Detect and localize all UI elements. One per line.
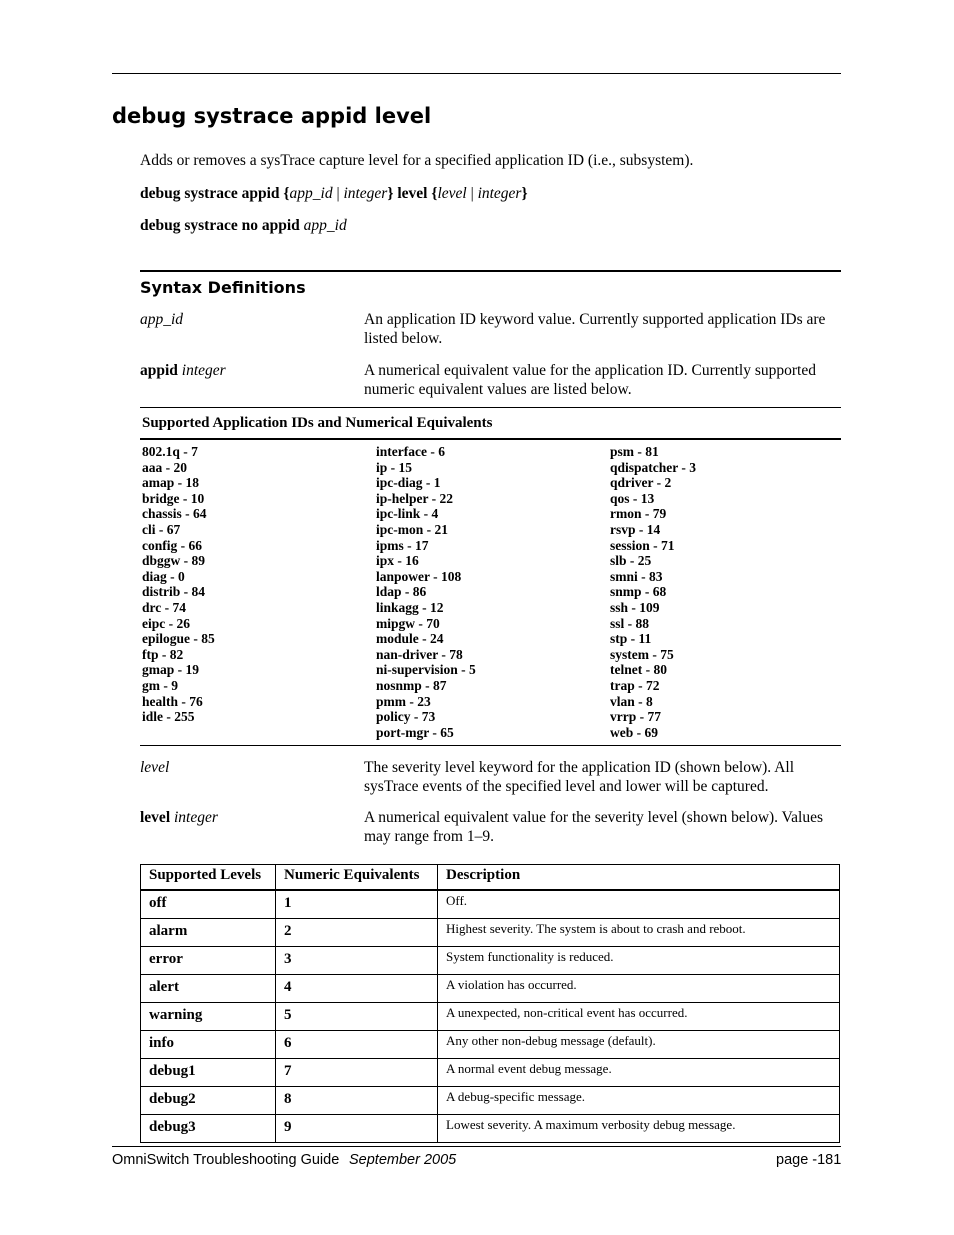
brace: }	[521, 185, 528, 202]
term-param: integer	[174, 809, 218, 826]
def-level: The severity level keyword for the application ID (shown below). All sysTrace events of the specified level and lower will be captured.	[364, 759, 795, 795]
separator: |	[332, 185, 344, 202]
app-id-entry: vlan - 8	[610, 693, 653, 709]
app-id-entry: epilogue - 85	[142, 631, 215, 647]
syntax-line-2	[140, 216, 347, 235]
app-id-entry: ldap - 86	[376, 584, 427, 600]
level-cell: off	[141, 890, 276, 919]
app-id-entry: distrib - 84	[142, 584, 206, 600]
header-rule	[112, 73, 841, 74]
app-id-entry: web - 69	[610, 724, 658, 740]
table-rule-head	[140, 438, 841, 440]
table-rule-bottom	[140, 745, 841, 746]
app-id-entry: ipms - 17	[376, 537, 429, 553]
section-rule	[140, 270, 841, 272]
app-id-entry: stp - 11	[610, 631, 652, 647]
table-row	[141, 890, 840, 919]
app-id-entry: linkagg - 12	[376, 599, 444, 615]
syntax-heading: Syntax Definitions	[140, 278, 306, 297]
app-id-entry: pmm - 23	[376, 693, 431, 709]
app-id-entry: config - 66	[142, 537, 202, 553]
description-cell: A violation has occurred.	[438, 975, 840, 1003]
syntax-line-1	[140, 184, 528, 203]
numeric-cell: 7	[276, 1059, 438, 1087]
description-cell: A unexpected, non-critical event has occurred.	[438, 1003, 840, 1031]
app-ids-column-2	[376, 444, 476, 740]
level-cell: error	[141, 947, 276, 975]
app-id-entry: module - 24	[376, 631, 444, 647]
description-cell: A normal event debug message.	[438, 1059, 840, 1087]
app-id-entry: port-mgr - 65	[376, 724, 454, 740]
app-id-entry: rsvp - 14	[610, 521, 661, 537]
def-level-integer: A numerical equivalent value for the severity level (shown below). Values may range from 1–9.	[364, 809, 823, 845]
footer-rule	[112, 1146, 841, 1147]
app-id-entry: nosnmp - 87	[376, 677, 447, 693]
numeric-cell: 5	[276, 1003, 438, 1031]
app-id-entry: rmon - 79	[610, 506, 667, 522]
syntax-param: app_id	[303, 217, 347, 234]
level-cell: alert	[141, 975, 276, 1003]
app-id-entry: chassis - 64	[142, 506, 207, 522]
app-id-entry: drc - 74	[142, 599, 186, 615]
app-id-entry: dbggw - 89	[142, 553, 206, 569]
app-id-entry: ftp - 82	[142, 646, 184, 662]
app-id-entry: ipc-mon - 21	[376, 521, 448, 537]
brace: }	[387, 185, 394, 202]
term-level-integer	[140, 808, 218, 827]
app-id-entry: ipx - 16	[376, 553, 419, 569]
app-id-entry: mipgw - 70	[376, 615, 440, 631]
numeric-cell: 3	[276, 947, 438, 975]
table-row	[141, 1059, 840, 1087]
term-level: level	[140, 759, 170, 776]
brace: {	[431, 185, 438, 202]
syntax-param: app_id	[289, 185, 333, 202]
numeric-cell: 8	[276, 1087, 438, 1115]
app-id-entry: qdispatcher - 3	[610, 459, 697, 475]
term-param: integer	[181, 362, 226, 379]
app-id-entry: session - 71	[610, 537, 675, 553]
numeric-cell: 9	[276, 1115, 438, 1143]
app-id-entry: qos - 13	[610, 490, 655, 506]
table-row	[141, 947, 840, 975]
app-id-entry: ip - 15	[376, 459, 413, 475]
term-keyword: level	[140, 809, 171, 826]
header-description: Description	[438, 865, 840, 891]
table-row	[141, 1031, 840, 1059]
app-ids-column-3	[610, 444, 696, 740]
header-supported-levels: Supported Levels	[141, 865, 276, 891]
description-cell: A debug-specific message.	[438, 1087, 840, 1115]
table-row	[141, 1087, 840, 1115]
table-row	[141, 1003, 840, 1031]
app-id-entry: aaa - 20	[142, 459, 187, 475]
description-cell: System functionality is reduced.	[438, 947, 840, 975]
syntax-param: integer	[477, 185, 522, 202]
app-id-entry: lanpower - 108	[376, 568, 462, 584]
app-id-entry: trap - 72	[610, 677, 660, 693]
app-id-entry: interface - 6	[376, 444, 445, 459]
level-cell: info	[141, 1031, 276, 1059]
page-title: debug systrace appid level	[112, 104, 432, 128]
app-id-entry: diag - 0	[142, 568, 185, 584]
description-cell: Lowest severity. A maximum verbosity debug message.	[438, 1115, 840, 1143]
footer-guide-title: OmniSwitch Troubleshooting Guide	[112, 1152, 340, 1168]
syntax-param: level	[437, 185, 467, 202]
app-id-entry: health - 76	[142, 693, 203, 709]
table-header-row	[141, 865, 840, 891]
level-cell: warning	[141, 1003, 276, 1031]
app-id-entry: system - 75	[610, 646, 674, 662]
app-id-entry: ipc-diag - 1	[376, 475, 441, 491]
numeric-cell: 1	[276, 890, 438, 919]
app-id-entry: eipc - 26	[142, 615, 190, 631]
app-id-entry: ip-helper - 22	[376, 490, 453, 506]
numeric-cell: 2	[276, 919, 438, 947]
table-rule-top	[140, 407, 841, 408]
numeric-cell: 6	[276, 1031, 438, 1059]
app-id-entry: bridge - 10	[142, 490, 205, 506]
app-id-entry: ssh - 109	[610, 599, 660, 615]
footer-date: September 2005	[349, 1152, 457, 1168]
app-id-entry: telnet - 80	[610, 662, 667, 678]
table-row	[141, 975, 840, 1003]
level-cell: debug3	[141, 1115, 276, 1143]
app-id-entry: ni-supervision - 5	[376, 662, 476, 678]
app-id-entry: nan-driver - 78	[376, 646, 463, 662]
app-id-entry: smni - 83	[610, 568, 663, 584]
term-appid-integer	[140, 361, 226, 380]
app-id-entry: slb - 25	[610, 553, 652, 569]
app-id-entry: amap - 18	[142, 475, 199, 491]
description-cell: Any other non-debug message (default).	[438, 1031, 840, 1059]
app-ids-column-1	[142, 444, 215, 725]
app-id-entry: qdriver - 2	[610, 475, 672, 491]
levels-table	[140, 864, 840, 1143]
level-cell: debug2	[141, 1087, 276, 1115]
footer-page-number: page -181	[776, 1152, 842, 1168]
app-id-entry: idle - 255	[142, 709, 195, 725]
def-app-id: An application ID keyword value. Currently supported application IDs are listed below.	[364, 311, 826, 347]
table-row	[141, 1115, 840, 1143]
syntax-keyword: level	[393, 185, 432, 202]
app-id-entry: ipc-link - 4	[376, 506, 439, 522]
term-app-id: app_id	[140, 311, 184, 328]
app-id-entry: psm - 81	[610, 444, 659, 459]
table-row	[141, 919, 840, 947]
brace: {	[283, 185, 290, 202]
syntax-param: integer	[343, 185, 388, 202]
description-cell: Off.	[438, 890, 840, 919]
app-id-entry: snmp - 68	[610, 584, 667, 600]
term-keyword: appid	[140, 362, 178, 379]
app-id-entry: cli - 67	[142, 521, 181, 537]
description: Adds or removes a sysTrace capture level for a specified application ID (i.e., subsystem).	[140, 152, 694, 169]
def-appid-integer: A numerical equivalent value for the application ID. Currently supported numeric equivalent values are listed below.	[364, 362, 816, 398]
syntax-command: debug systrace no appid	[140, 217, 300, 234]
app-id-entry: gm - 9	[142, 677, 178, 693]
app-ids-heading: Supported Application IDs and Numerical Equivalents	[142, 415, 493, 431]
numeric-cell: 4	[276, 975, 438, 1003]
app-id-entry: vrrp - 77	[610, 709, 661, 725]
app-id-entry: policy - 73	[376, 709, 436, 725]
description-cell: Highest severity. The system is about to crash and reboot.	[438, 919, 840, 947]
level-cell: debug1	[141, 1059, 276, 1087]
app-id-entry: gmap - 19	[142, 662, 199, 678]
separator: |	[466, 185, 478, 202]
app-id-entry: 802.1q - 7	[142, 444, 198, 459]
header-numeric-equivalents: Numeric Equivalents	[276, 865, 438, 891]
syntax-command: debug systrace appid	[140, 185, 280, 202]
level-cell: alarm	[141, 919, 276, 947]
app-id-entry: ssl - 88	[610, 615, 650, 631]
